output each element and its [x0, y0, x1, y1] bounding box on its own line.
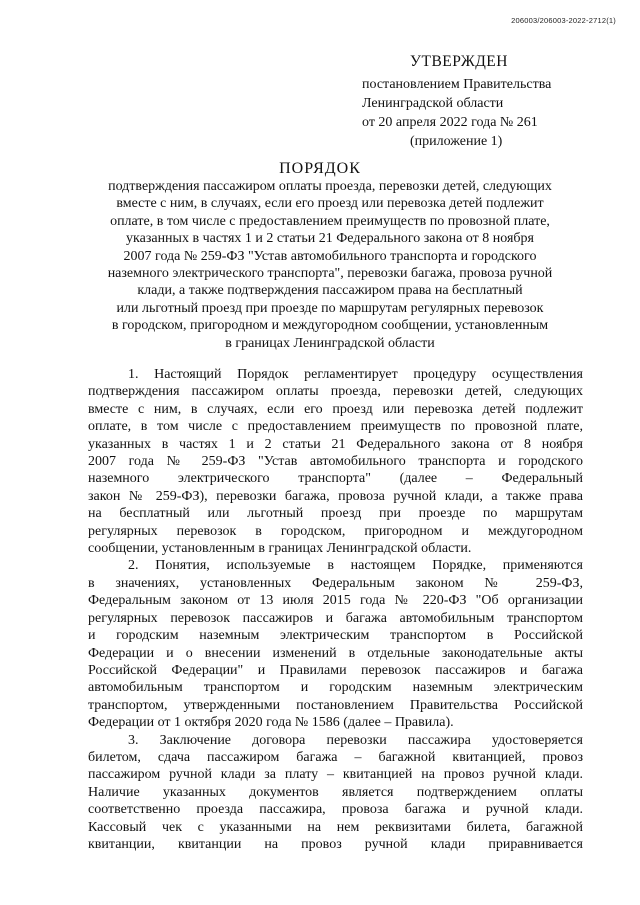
- body-line: квитанции, квитанции на провоз ручной клади приравнивается: [88, 836, 583, 852]
- body-line: Кассовый чек с указанными на нем реквизитами билета, багажной: [88, 819, 583, 835]
- approval-block: [362, 52, 622, 151]
- document-subtitle: [80, 178, 580, 352]
- body-line: билетом, сдача пассажиром багажа – багажной квитанцией, провоз: [88, 749, 583, 765]
- body-line: вместе с ним, в случаях, если его проезд или перевозка детей подлежит: [88, 401, 583, 417]
- approval-line: Ленинградской области: [362, 96, 504, 111]
- body-line: в значениях, установленных Федеральным законом № 259-ФЗ,: [88, 575, 583, 591]
- body-line: закон № 259-ФЗ), перевозки багажа, провоза ручной клади, а также права: [88, 488, 583, 504]
- body-line: 1. Настоящий Порядок регламентирует процедуру осуществления: [128, 367, 583, 382]
- subtitle-line: вместе с ним, в случаях, если его проезд или перевозка детей подлежит: [116, 196, 544, 212]
- body-line: транспортом, утвержденными постановлением Правительства Российской: [88, 697, 583, 713]
- body-line: 3. Заключение договора перевозки пассажира удостоверяется: [128, 732, 583, 748]
- document-id: 206003/206003-2022-2712(1): [511, 16, 616, 25]
- subtitle-line: подтверждения пассажиром оплаты проезда, перевозки детей, следующих: [108, 179, 552, 194]
- approval-line: постановлением Правительства: [362, 77, 552, 92]
- body-line: подтверждения пассажиром оплаты проезда, перевозки детей, следующих: [88, 384, 583, 400]
- body-line: регулярных перевозок пассажиров и багажа автомобильным транспортом: [88, 610, 583, 626]
- body-line: Федеральным законом от 13 июля 2015 года № 220-ФЗ "Об организации: [88, 593, 583, 609]
- body-line: соответственно проезда пассажира, провоза багажа и ручной клади.: [88, 802, 583, 818]
- subtitle-line: указанных в частях 1 и 2 статьи 21 Федерального закона от 8 ноября: [126, 231, 534, 247]
- body-line: указанных в частях 1 и 2 статьи 21 Федерального закона от 8 ноября: [88, 436, 583, 452]
- subtitle-line: наземного электрического транспорта", перевозки багажа, провоза ручной: [107, 266, 553, 282]
- body-line: оплате, в том числе с предоставлением преимуществ по провозной плате,: [88, 419, 583, 435]
- body-line: регулярных перевозок в городском, пригородном и междугородном: [88, 523, 583, 539]
- body-line: 2007 года № 259-ФЗ "Устав автомобильного транспорта и городского: [88, 454, 583, 470]
- approval-line: (приложение 1): [410, 134, 503, 149]
- subtitle-line: оплате, в том числе с предоставлением преимуществ по провозной плате,: [110, 213, 550, 229]
- body-line: на бесплатный или льготный проезд при проезде по маршрутам: [88, 506, 583, 522]
- body-line: Федерации от 1 октября 2020 года № 1586 (далее – Правила).: [88, 715, 454, 731]
- approval-line: от 20 апреля 2022 года № 261: [362, 115, 538, 130]
- body-line: и городским наземным электрическим транспортом в Российской: [88, 628, 583, 644]
- body-line: пассажиром ручной клади за плату – квитанцией на провоз ручной клади.: [88, 767, 583, 783]
- subtitle-line: в границах Ленинградской области: [225, 335, 435, 351]
- body-line: 2. Понятия, используемые в настоящем Порядке, применяются: [128, 558, 583, 574]
- body-line: наземного электрического транспорта" (далее – Федеральный: [88, 471, 583, 487]
- body-line: Федерации и о внесении изменений в отдельные законодательные акты: [88, 645, 583, 661]
- document-body: [88, 366, 583, 853]
- approval-title: УТВЕРЖДЕН: [410, 53, 508, 70]
- subtitle-line: или льготный проезд при проезде по маршрутам регулярных перевозок: [116, 300, 544, 316]
- body-line: Наличие указанных документов является подтверждением оплаты: [88, 784, 583, 800]
- body-line: автомобильным транспортом и городским наземным электрическим: [88, 680, 583, 696]
- subtitle-line: клади, а также подтверждения пассажиром права на бесплатный: [137, 283, 523, 299]
- body-line: Российской Федерации" и Правилами перевозок пассажиров и багажа: [88, 662, 583, 678]
- subtitle-line: в городском, пригородном и междугородном сообщении, установленным: [111, 318, 549, 334]
- document-title: ПОРЯДОК: [279, 160, 361, 177]
- body-line: сообщении, установленным в границах Ленинградской области.: [88, 541, 472, 557]
- subtitle-line: 2007 года № 259-ФЗ "Устав автомобильного транспорта и городского: [123, 248, 537, 264]
